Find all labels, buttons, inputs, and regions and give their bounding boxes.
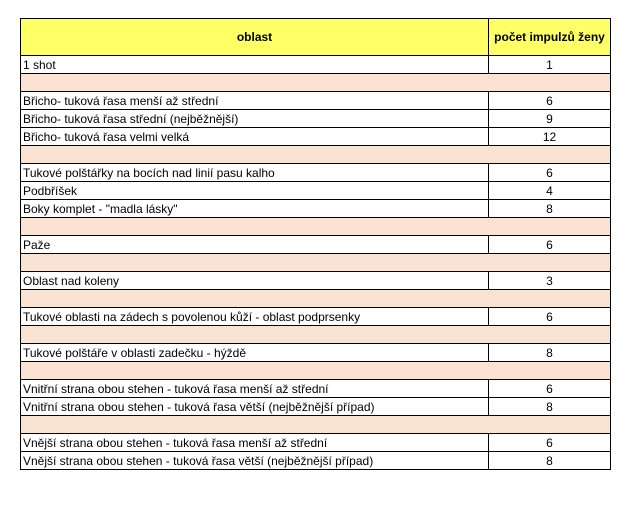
spacer-row [21,74,611,92]
area-cell: Břicho- tuková řasa velmi velká [21,128,489,146]
count-cell: 6 [489,434,611,452]
count-cell: 6 [489,92,611,110]
spacer-row [21,218,611,236]
table-row [21,452,611,470]
spacer-cell [21,254,611,272]
count-cell: 1 [489,56,611,74]
table-row [21,398,611,416]
count-cell: 8 [489,398,611,416]
area-cell: Vnější strana obou stehen - tuková řasa menší až střední [21,434,489,452]
count-cell: 12 [489,128,611,146]
header-count: počet impulzů ženy [489,19,611,56]
table-row [21,434,611,452]
spacer-cell [21,290,611,308]
count-cell: 6 [489,164,611,182]
spacer-row [21,290,611,308]
count-cell: 3 [489,272,611,290]
count-cell: 8 [489,452,611,470]
table-row [21,56,611,74]
count-cell: 6 [489,380,611,398]
area-cell: Oblast nad koleny [21,272,489,290]
table-row [21,308,611,326]
count-cell: 8 [489,344,611,362]
table-row [21,200,611,218]
count-cell: 8 [489,200,611,218]
count-cell: 6 [489,308,611,326]
area-cell: Tukové polštáře v oblasti zadečku - hýždě [21,344,489,362]
table-row [21,182,611,200]
area-cell: Boky komplet - "madla lásky" [21,200,489,218]
count-cell: 4 [489,182,611,200]
table-row [21,164,611,182]
table-row [21,128,611,146]
spacer-row [21,416,611,434]
spacer-cell [21,326,611,344]
table-body [21,56,611,470]
area-cell: Paže [21,236,489,254]
table-row [21,344,611,362]
area-cell: Tukové polštářky na bocích nad linií pasu kalho [21,164,489,182]
area-cell: Tukové oblasti na zádech s povolenou kůží - oblast podprsenky [21,308,489,326]
area-cell: Vnitřní strana obou stehen - tuková řasa menší až střední [21,380,489,398]
spacer-cell [21,416,611,434]
area-cell: 1 shot [21,56,489,74]
table-row [21,92,611,110]
spacer-row [21,326,611,344]
header-row [21,19,611,56]
spacer-row [21,254,611,272]
header-area: oblast [21,19,489,56]
spacer-cell [21,146,611,164]
area-cell: Vnitřní strana obou stehen - tuková řasa větší (nejběžnější případ) [21,398,489,416]
count-cell: 9 [489,110,611,128]
spacer-cell [21,218,611,236]
area-cell: Podbříšek [21,182,489,200]
table-row [21,236,611,254]
spacer-row [21,146,611,164]
impulse-table [20,18,611,470]
table-row [21,380,611,398]
area-cell: Břicho- tuková řasa střední (nejběžnější) [21,110,489,128]
area-cell: Břicho- tuková řasa menší až střední [21,92,489,110]
spacer-cell [21,362,611,380]
table-row [21,272,611,290]
spacer-row [21,362,611,380]
count-cell: 6 [489,236,611,254]
table-row [21,110,611,128]
spacer-cell [21,74,611,92]
area-cell: Vnější strana obou stehen - tuková řasa větší (nejběžnější případ) [21,452,489,470]
